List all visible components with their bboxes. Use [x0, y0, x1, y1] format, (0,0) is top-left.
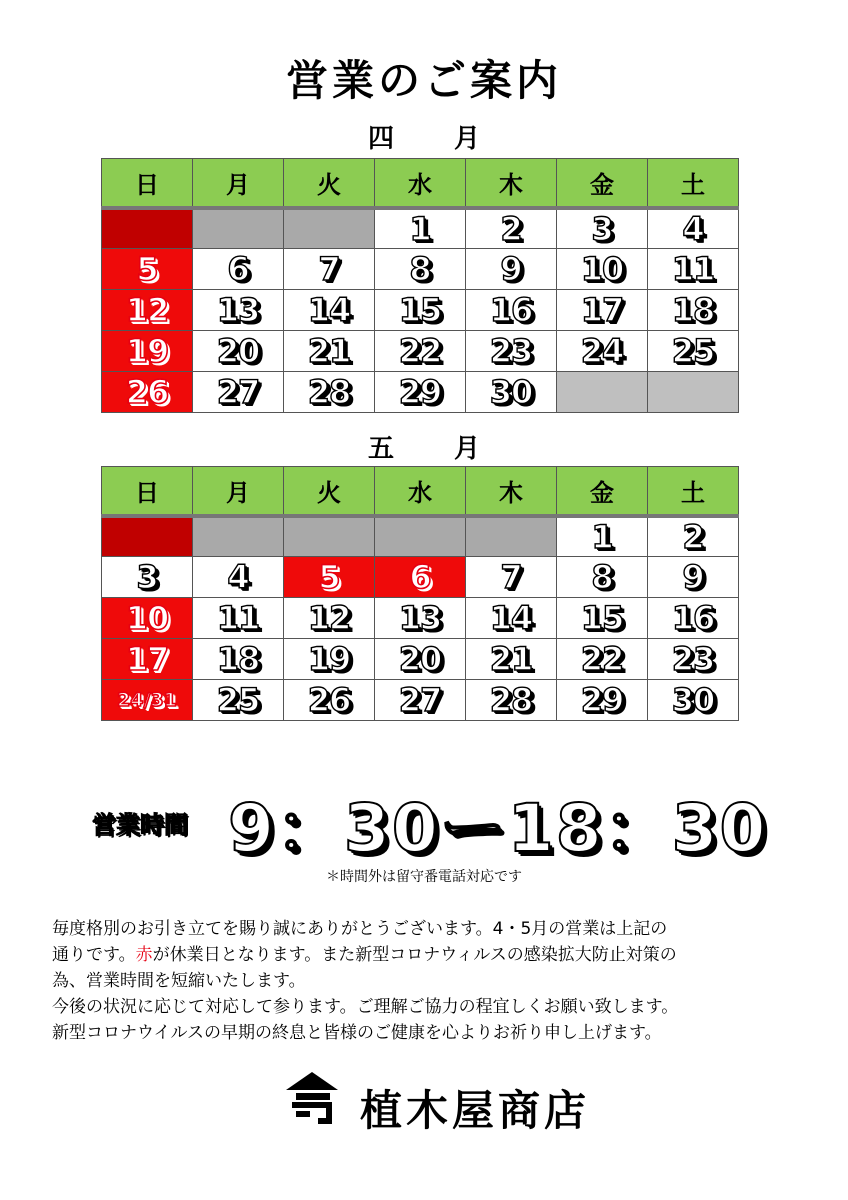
may-day: 23 [648, 639, 739, 680]
weekday-sat: 土 [648, 159, 739, 208]
red-keyword: 赤 [135, 945, 153, 965]
april-day: 30 [466, 372, 557, 413]
may-day: 19 [284, 639, 375, 680]
april-day: 9 [466, 249, 557, 290]
april-holiday: 12 [102, 290, 193, 331]
may-day: 25 [193, 680, 284, 721]
april-day: 28 [284, 372, 375, 413]
april-holiday: 19 [102, 331, 193, 372]
business-hours-label: 営業時間 [92, 811, 188, 839]
may-holiday: 24/31 [102, 680, 193, 721]
after-hours-note: ＊時間外は留守番電話対応です [326, 869, 522, 885]
april-day: 3 [557, 208, 648, 249]
may-empty-cell [102, 516, 193, 557]
may-day: 30 [648, 680, 739, 721]
april-day: 16 [466, 290, 557, 331]
may-day: 11 [193, 598, 284, 639]
may-holiday: 6 [375, 557, 466, 598]
weekday-fri: 金 [557, 159, 648, 208]
april-day: 14 [284, 290, 375, 331]
april-day: 21 [284, 331, 375, 372]
may-month-title [0, 428, 848, 465]
may-day: 4 [193, 557, 284, 598]
april-day: 29 [375, 372, 466, 413]
may-holiday: 10 [102, 598, 193, 639]
announcement-line: 為、営業時間を短縮いたします。 [52, 971, 306, 991]
may-day: 2 [648, 516, 739, 557]
weekday-sun: 日 [102, 467, 193, 516]
may-month-char-2: 月 [454, 434, 481, 464]
shop-logo-icon [282, 1068, 342, 1128]
may-day: 28 [466, 680, 557, 721]
april-empty-cell [102, 208, 193, 249]
april-month-char-1: 四 [367, 124, 394, 154]
april-day: 22 [375, 331, 466, 372]
weekday-mon: 月 [193, 159, 284, 208]
may-week-4 [102, 639, 739, 680]
may-day: 26 [284, 680, 375, 721]
may-empty-cell [193, 516, 284, 557]
may-week-2 [102, 557, 739, 598]
may-day: 9 [648, 557, 739, 598]
weekday-tue: 火 [284, 159, 375, 208]
april-week-1 [102, 208, 739, 249]
weekday-fri: 金 [557, 467, 648, 516]
april-day: 2 [466, 208, 557, 249]
april-month-title [0, 118, 848, 155]
may-calendar [101, 466, 739, 721]
may-day: 3 [102, 557, 193, 598]
april-day: 4 [648, 208, 739, 249]
may-day: 12 [284, 598, 375, 639]
april-day: 6 [193, 249, 284, 290]
april-holiday: 5 [102, 249, 193, 290]
april-day: 25 [648, 331, 739, 372]
may-day: 8 [557, 557, 648, 598]
may-empty-cell [375, 516, 466, 557]
may-week-3 [102, 598, 739, 639]
april-week-2 [102, 249, 739, 290]
april-day: 8 [375, 249, 466, 290]
april-month-char-2: 月 [454, 124, 481, 154]
weekday-wed: 水 [375, 159, 466, 208]
weekday-mon: 月 [193, 467, 284, 516]
may-day: 22 [557, 639, 648, 680]
weekday-thu: 木 [466, 159, 557, 208]
page-title: 営業のご案内 [285, 56, 562, 105]
may-day: 7 [466, 557, 557, 598]
announcement-line: 新型コロナウイルスの早期の終息と皆様のご健康を心よりお祈り申し上げます。 [52, 1023, 662, 1043]
weekday-thu: 木 [466, 467, 557, 516]
april-week-5 [102, 372, 739, 413]
may-day: 13 [375, 598, 466, 639]
may-day: 29 [557, 680, 648, 721]
may-day: 14 [466, 598, 557, 639]
announcement-line: 毎度格別のお引き立てを賜り誠にありがとうございます。4・5月の営業は上記の [52, 919, 668, 939]
april-holiday: 26 [102, 372, 193, 413]
may-day: 21 [466, 639, 557, 680]
april-week-3 [102, 290, 739, 331]
april-day: 23 [466, 331, 557, 372]
april-day: 18 [648, 290, 739, 331]
shop-name: 植木屋商店 [360, 1086, 591, 1135]
business-hours-time: 9：30ー18：30 [228, 790, 768, 867]
april-day: 15 [375, 290, 466, 331]
may-day: 16 [648, 598, 739, 639]
may-day: 27 [375, 680, 466, 721]
may-day: 20 [375, 639, 466, 680]
april-day: 27 [193, 372, 284, 413]
april-empty-cell [648, 372, 739, 413]
may-holiday: 17 [102, 639, 193, 680]
may-empty-cell [284, 516, 375, 557]
april-day: 7 [284, 249, 375, 290]
april-day: 20 [193, 331, 284, 372]
april-weekday-header [102, 159, 739, 208]
may-day: 1 [557, 516, 648, 557]
announcement-line: 今後の状況に応じて対応して参ります。ご理解ご協力の程宜しくお願い致します。 [52, 997, 679, 1017]
april-empty-cell [193, 208, 284, 249]
weekday-tue: 火 [284, 467, 375, 516]
announcement-line: 通りです。赤が休業日となります。また新型コロナウィルスの感染拡大防止対策の [52, 945, 677, 965]
announcement-text [52, 916, 800, 1046]
april-day: 11 [648, 249, 739, 290]
may-holiday: 5 [284, 557, 375, 598]
may-month-char-1: 五 [367, 434, 394, 464]
april-week-4 [102, 331, 739, 372]
april-day: 10 [557, 249, 648, 290]
april-day: 17 [557, 290, 648, 331]
may-week-5 [102, 680, 739, 721]
april-calendar [101, 158, 739, 413]
may-day: 15 [557, 598, 648, 639]
april-day: 1 [375, 208, 466, 249]
business-hours [92, 775, 772, 867]
april-empty-cell [284, 208, 375, 249]
april-day: 13 [193, 290, 284, 331]
april-day: 24 [557, 331, 648, 372]
weekday-sat: 土 [648, 467, 739, 516]
may-day: 18 [193, 639, 284, 680]
weekday-sun: 日 [102, 159, 193, 208]
may-weekday-header [102, 467, 739, 516]
may-empty-cell [466, 516, 557, 557]
weekday-wed: 水 [375, 467, 466, 516]
april-empty-cell [557, 372, 648, 413]
may-week-1 [102, 516, 739, 557]
